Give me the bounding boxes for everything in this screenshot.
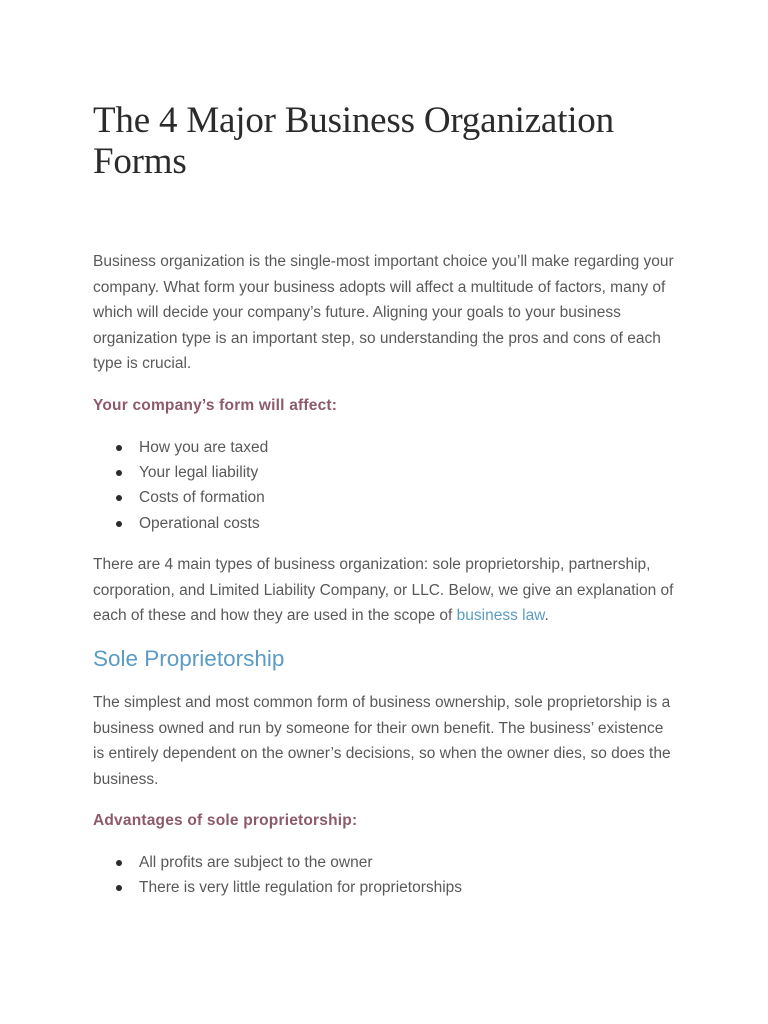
types-text-end: . (544, 607, 549, 625)
sole-proprietorship-paragraph: The simplest and most common form of business ownership, sole proprietorship is a business owned and run by someone for their own benefit. The business’ existence is entirely dependent on the owner’s decisions, so when the owner dies, so does the business. (93, 693, 671, 788)
intro-paragraph: Business organization is the single-most important choice you’ll make regarding your company. What form your business adopts will affect a multitude of factors, many of which will decide your company’s future. Aligning your goals to your business organization type is an important step, so understanding the pros and cons of each type is crucial. (93, 253, 674, 373)
bullet-icon (116, 470, 122, 476)
list-item-text: Your legal liability (139, 463, 259, 481)
bullet-icon (116, 521, 122, 527)
list-item-text: How you are taxed (139, 438, 269, 456)
affect-list (93, 435, 678, 537)
types-paragraph (93, 552, 678, 629)
list-item-text: All profits are subject to the owner (139, 853, 373, 871)
types-text: There are 4 main types of business organization: sole proprietorship, partnership, corporation, and Limited Liability Company, or LLC. Below, we give an explanation of each of these and how they are used in the scope of (93, 556, 674, 625)
list-item (93, 435, 678, 460)
affect-heading: Your company’s form will affect: (93, 396, 338, 414)
bullet-icon (116, 445, 122, 451)
bullet-icon (116, 860, 122, 866)
list-item-text: Costs of formation (139, 489, 265, 507)
bullet-icon (116, 885, 122, 891)
list-item (93, 850, 678, 875)
list-item (93, 511, 678, 536)
list-item (93, 875, 678, 900)
advantages-list (93, 850, 678, 901)
list-item-text: There is very little regulation for proprietorships (139, 879, 463, 897)
advantages-heading: Advantages of sole proprietorship: (93, 812, 358, 830)
list-item (93, 460, 678, 485)
business-law-link[interactable]: business law (456, 607, 545, 625)
sole-proprietorship-heading: Sole Proprietorship (93, 645, 285, 671)
page-title: The 4 Major Business Organization Forms (93, 100, 614, 182)
document-content (93, 100, 678, 917)
bullet-icon (116, 495, 122, 501)
list-item (93, 485, 678, 510)
list-item-text: Operational costs (139, 514, 260, 532)
